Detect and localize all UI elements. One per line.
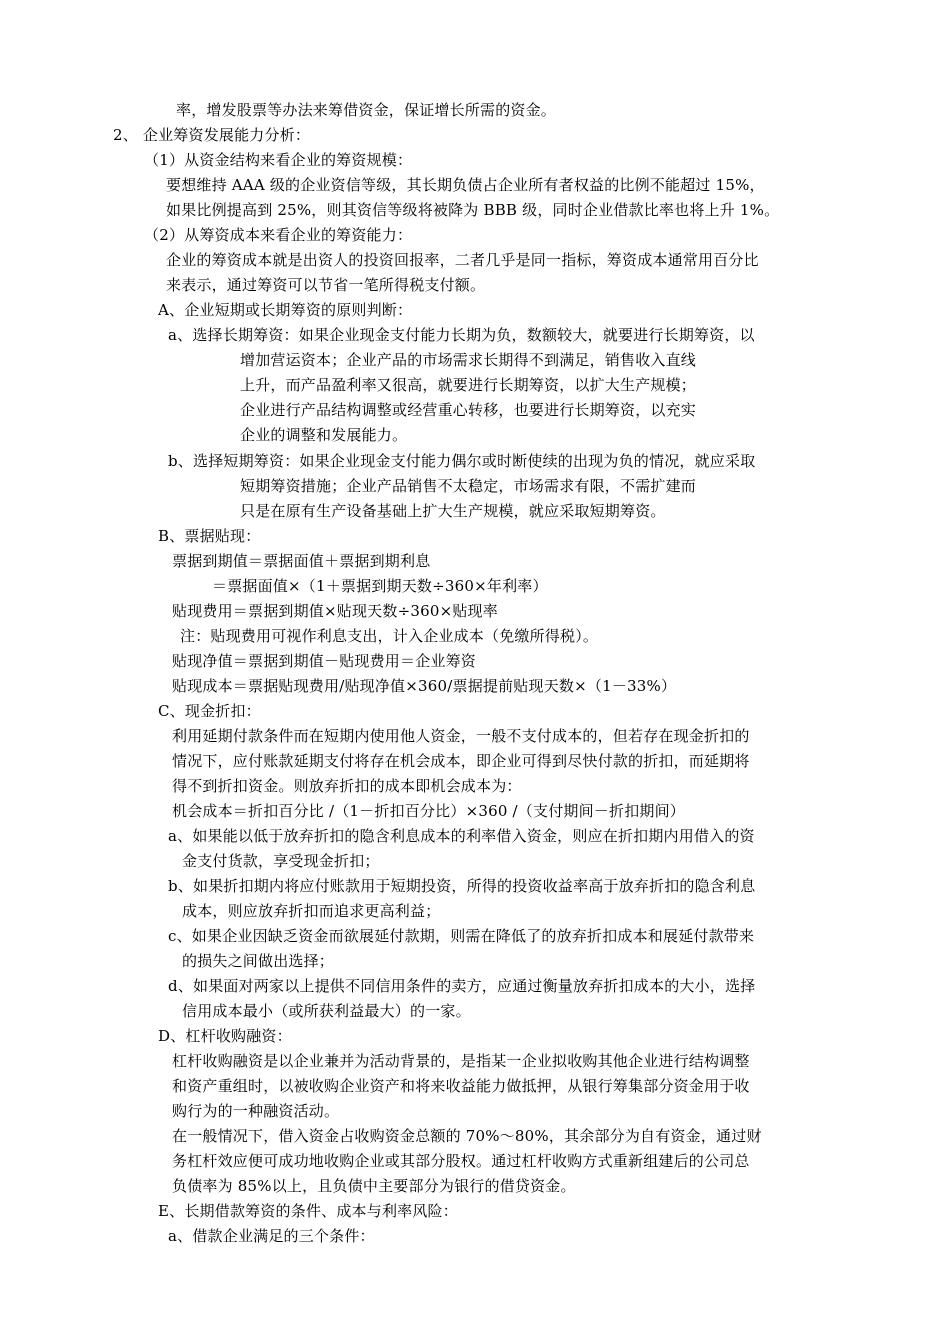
- text-line: 增加营运资本；企业产品的市场需求长期得不到满足，销售收入直线: [240, 351, 697, 369]
- item-heading: E、长期借款筹资的条件、成本与利率风险：: [158, 1202, 458, 1220]
- formula-line: 机会成本＝折扣百分比 /（1－折扣百分比）×360 /（支付期间－折扣期间）: [172, 802, 685, 820]
- text-line: 信用成本最小（或所获利益最大）的一家。: [182, 1002, 471, 1020]
- formula-line: 票据到期值＝票据面值＋票据到期利息: [172, 552, 431, 570]
- text-line: 在一般情况下，借入资金占收购资金总额的 70%～80%，其余部分为自有资金，通过财: [172, 1127, 762, 1145]
- text-line: b、如果折扣期内将应付账款用于短期投资，所得的投资收益率高于放弃折扣的隐含利息: [168, 877, 756, 895]
- item-heading: D、杠杆收购融资：: [158, 1027, 292, 1045]
- text-line: 上升，而产品盈利率又很高，就要进行长期筹资，以扩大生产规模；: [240, 376, 697, 394]
- text-line: 金支付货款，享受现金折扣；: [182, 852, 380, 870]
- subsection-heading: （2）从筹资成本来看企业的筹资能力：: [144, 226, 413, 244]
- text-line: 得不到折扣资金。则放弃折扣的成本即机会成本为：: [172, 777, 522, 795]
- text-line: 率，增发股票等办法来筹借资金，保证增长所需的资金。: [176, 101, 557, 119]
- text-line: 企业的筹资成本就是出资人的投资回报率，二者几乎是同一指标，筹资成本通常用百分比: [166, 251, 759, 269]
- item-heading: C、现金折扣：: [158, 702, 261, 720]
- text-line: 成本，则应放弃折扣而追求更高利益；: [182, 902, 441, 920]
- item-heading: B、票据贴现：: [158, 527, 261, 545]
- formula-line: ＝票据面值×（1＋票据到期天数÷360×年利率）: [212, 577, 548, 595]
- text-line: 情况下，应付账款延期支付将存在机会成本，即企业可得到尽快付款的折扣，而延期将: [172, 752, 750, 770]
- text-line: d、如果面对两家以上提供不同信用条件的卖方，应通过衡量放弃折扣成本的大小，选择: [168, 977, 756, 995]
- text-line: 来表示，通过筹资可以节省一笔所得税支付额。: [166, 276, 486, 294]
- text-line: a、借款企业满足的三个条件：: [168, 1227, 375, 1245]
- text-line: 如果比例提高到 25%，则其资信等级将被降为 BBB 级，同时企业借款比率也将上升 1%。: [166, 201, 780, 219]
- text-line: 和资产重组时，以被收购企业资产和将来收益能力做抵押，从银行筹集部分资金用于收: [172, 1077, 750, 1095]
- text-line: 短期筹资措施；企业产品销售不太稳定，市场需求有限，不需扩建而: [240, 477, 697, 495]
- subsection-heading: （1）从资金结构来看企业的筹资规模：: [144, 151, 413, 169]
- note-line: 注：贴现费用可视作利息支出，计入企业成本（免缴所得税）。: [180, 627, 599, 645]
- text-line: 购行为的一种融资活动。: [172, 1102, 340, 1120]
- formula-line: 贴现净值＝票据到期值－贴现费用＝企业筹资: [172, 652, 477, 670]
- item-heading: A、企业短期或长期筹资的原则判断：: [158, 301, 413, 319]
- text-line: 企业的调整和发展能力。: [240, 426, 408, 444]
- text-line: 负债率为 85%以上，且负债中主要部分为银行的借贷资金。: [172, 1177, 576, 1195]
- text-line: a、如果能以低于放弃折扣的隐含利息成本的利率借入资金，则应在折扣期内用借入的资: [168, 827, 755, 845]
- text-line: c、如果企业因缺乏资金而欲展延付款期，则需在降低了的放弃折扣成本和展延付款带来: [168, 927, 755, 945]
- text-line: 利用延期付款条件而在短期内使用他人资金，一般不支付成本的，但若存在现金折扣的: [172, 727, 750, 745]
- text-line: a、选择长期筹资：如果企业现金支付能力长期为负，数额较大，就要进行长期筹资，以: [168, 326, 755, 344]
- formula-line: 贴现成本＝票据贴现费用/贴现净值×360/票据提前贴现天数×（1－33%）: [172, 677, 677, 695]
- formula-line: 贴现费用＝票据到期值×贴现天数÷360×贴现率: [172, 602, 498, 620]
- text-line: 的损失之间做出选择；: [182, 952, 335, 970]
- text-line: 企业进行产品结构调整或经营重心转移，也要进行长期筹资，以充实: [240, 401, 697, 419]
- text-line: 务杠杆效应便可成功地收购企业或其部分股权。通过杠杆收购方式重新组建后的公司总: [172, 1152, 750, 1170]
- text-line: 杠杆收购融资是以企业兼并为活动背景的，是指某一企业拟收购其他企业进行结构调整: [172, 1052, 750, 1070]
- text-line: 要想维持 AAA 级的企业资信等级，其长期负债占企业所有者权益的比例不能超过 15%，: [166, 176, 765, 194]
- text-line: b、选择短期筹资：如果企业现金支付能力偶尔或时断使续的出现为负的情况，就应采取: [168, 452, 756, 470]
- section-heading: 2、 企业筹资发展能力分析：: [113, 126, 311, 144]
- text-line: 只是在原有生产设备基础上扩大生产规模，就应采取短期筹资。: [240, 502, 666, 520]
